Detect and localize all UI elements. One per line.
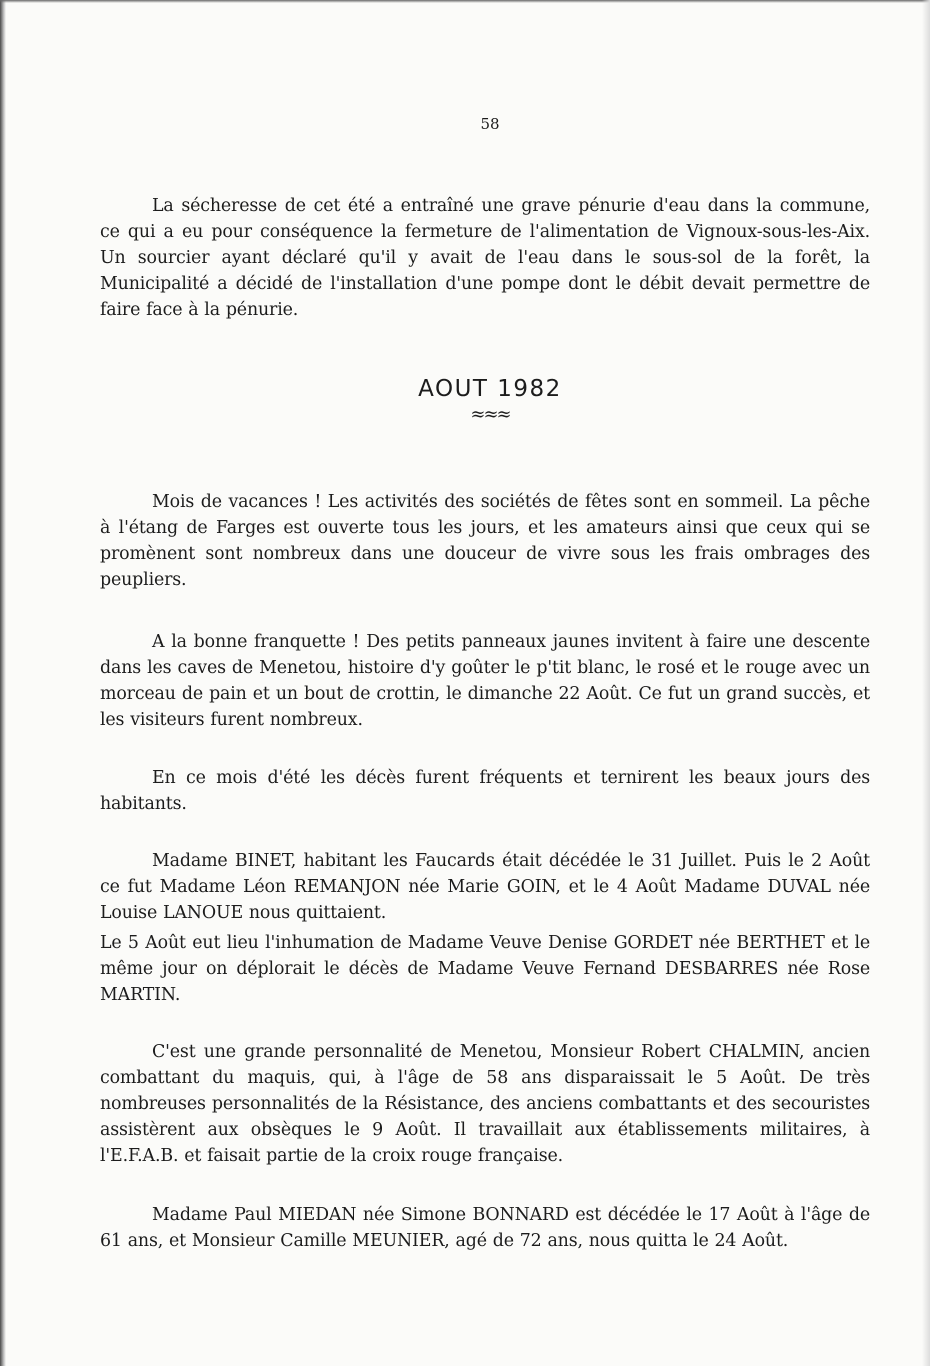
paragraph-chalmin: C'est une grande personnalité de Menetou, Monsieur Robert CHALMIN, ancien combattant du maquis, qui, à l'âge de 58 ans disparaissait le 5 Août. De très nombreuses personnalités de la Résistance, des anciens combattants et des secouristes assistèrent aux obsèques le 9 Août. Il travaillait aux établissements militaires, à l'E.F.A.B. et faisait partie de la croix rouge française.: [100, 1042, 870, 1166]
page-right-edge-shadow: [922, 0, 930, 1366]
paragraph-miedan: Madame Paul MIEDAN née Simone BONNARD est décédée le 17 Août à l'âge de 61 ans, et Monsieur Camille MEUNIER, agé de 72 ans, nous quitta le 24 Août.: [100, 1205, 870, 1251]
intro-paragraph: La sécheresse de cet été a entraîné une grave pénurie d'eau dans la commune, ce qui a eu pour conséquence la fermeture de l'alimentation de Vignoux-sous-les-Aix. Un sourcier ayant déclaré qu'il y avait de l'eau dans le sous-sol de la forêt, la Municipalité a décidé de l'installation d'une pompe dont le débit devait permettre de faire face à la pénurie.: [100, 196, 870, 320]
paragraph-franquette: A la bonne franquette ! Des petits panneaux jaunes invitent à faire une descente dans les caves de Menetou, histoire d'y goûter le p'tit blanc, le rosé et le rouge avec un morceau de pain et un bout de crottin, le dimanche 22 Août. Ce fut un grand succès, et les visiteurs furent nombreux.: [100, 632, 870, 730]
page-top-edge-shadow: [0, 0, 930, 3]
page-left-edge-shadow: [0, 0, 6, 1366]
section-title: AOUT 1982: [418, 376, 562, 402]
paragraph-binet: Madame BINET, habitant les Faucards était décédée le 31 Juillet. Puis le 2 Août ce fut Madame Léon REMANJON née Marie GOIN, et le 4 Août Madame DUVAL née Louise LANOUE nous quittaient.: [100, 851, 870, 923]
paragraph-deces: En ce mois d'été les décès furent fréquents et ternirent les beaux jours des habitants.: [100, 768, 870, 814]
paragraph-vacances: Mois de vacances ! Les activités des sociétés de fêtes sont en sommeil. La pêche à l'étang de Farges est ouverte tous les jours, et les amateurs ainsi que ceux qui se promènent sont nombreux dans une douceur de vivre sous les frais ombrages des peupliers.: [100, 492, 870, 590]
title-ornament: ≈≈≈: [470, 404, 510, 425]
paragraph-gordet: Le 5 Août eut lieu l'inhumation de Madame Veuve Denise GORDET née BERTHET et le même jour on déplorait le décès de Madame Veuve Fernand DESBARRES née Rose MARTIN.: [100, 933, 870, 1005]
page-number: 58: [480, 115, 500, 133]
